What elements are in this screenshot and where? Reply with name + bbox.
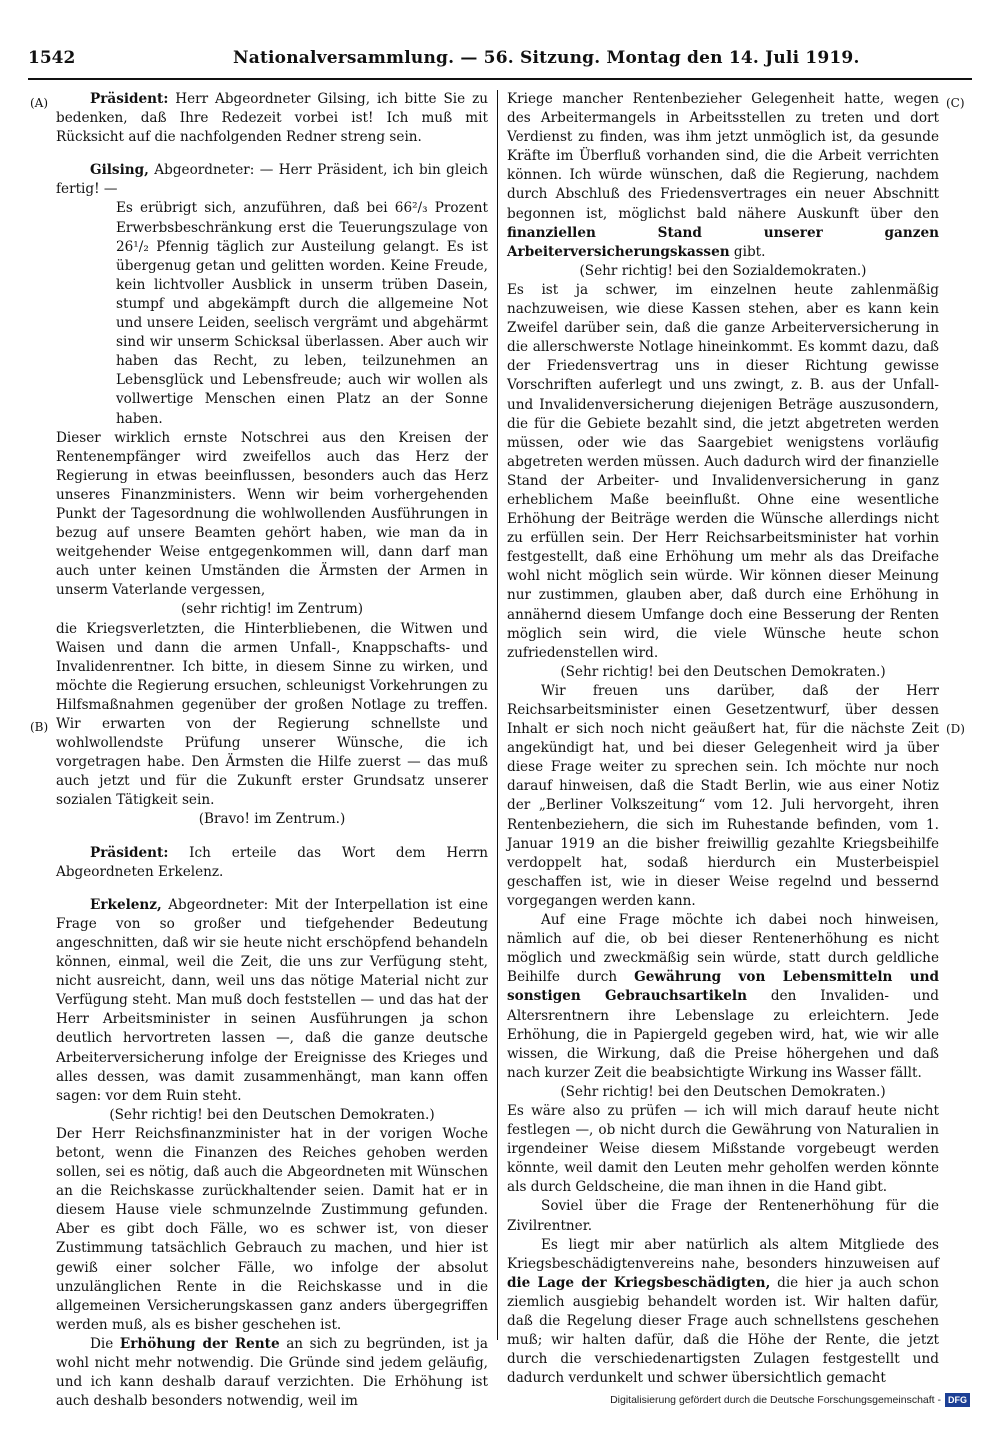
interjection: (Sehr richtig! bei den Sozialdemokraten.) [579,262,867,279]
left-column [56,90,488,1411]
interjection: (Sehr richtig! bei den Deutschen Demokraten.) [560,663,886,680]
page-number: 1542 [28,48,76,68]
speaker-name: Gilsing, [90,162,149,179]
paragraph: Erkelenz, Abgeordneter: Mit der Interpellation ist eine Frage von so großer und tiefgehender Bedeutung angeschnitten, daß wir sie heute nicht erschöpfend behandeln können, einmal, weil die Zeit, die uns zur Verfügung steht, nicht ausreicht, dann, weil uns das nötige Material nicht zur Verfügung steht. Man muß doch feststellen — und das hat der Herr Arbeitsminister in seinen Ausführungen ja schon deutlich hervortreten lassen —, daß die ganze deutsche Arbeiterversicherung infolge der Ereignisse des Krieges und alles dessen, was damit zusammenhängt, man kann offen sagen: vor dem Ruin steht. [56,896,488,1104]
emphasis: Erhöhung der Rente [119,1335,280,1352]
interjection: (Bravo! im Zentrum.) [198,811,346,828]
column-divider [497,90,498,1340]
speaker-name: Präsident: [90,844,169,861]
right-column [507,90,939,1388]
speaker-name: Präsident: [90,91,169,107]
interjection: (sehr richtig! im Zentrum) [180,601,364,618]
footer-text: Digitalisierung gefördert durch die Deutsche Forschungsgemeinschaft - [610,1394,941,1406]
margin-mark-c: (C) [946,96,965,110]
margin-mark-a: (A) [30,96,49,110]
paragraph: Der Herr Reichsfinanzminister hat in der vorigen Woche betont, wenn die Finanzen des Reiches gehoben werden sollen, sei es nötig, daß auch die Abgeordneten mit Wünschen an die Reichskasse zurückhaltender seien. Damit hat er in diesem Hause viele schmunzelnde Zustimmung gefunden. Aber es gibt doch Fälle, wo es schwer ist, von dieser Zustimmung tatsächlich Gebrauch zu machen, und hier ist gewiß einer solcher Fälle, wo infolge der absolut unzulänglichen Rente in die Reichskasse und in die allgemeinen Versicherungskassen ganz anders übergegriffen werden muß, als es bisher geschehen ist. [56,1125,488,1333]
block-quote: Es erübrigt sich, anzuführen, daß bei 66²/₃ Prozent Erwerbsbeschränkung erst die Teuerungszulage von 26¹/₂ Pfennig täglich zur Austeilung gelangt. Es ist übergenug getan und gelitten worden. Keine Freude, kein lichtvoller Ausblick in unserm trüben Dasein, stumpf und abgekämpft durch die allgemeine Not und unsere Leiden, seelisch vergrämt und abgehärmt sind wir unserm Schicksal überlassen. Aber auch wir haben das Recht, zu leben, teilzunehmen an Lebensglück und Lebensfreude; auch wir wollen als vollwertige Menschen einen Platz an der Sonne haben. [116,200,488,427]
page-header [28,44,972,74]
emphasis: die Lage der Kriegsbeschädigten, [507,1274,771,1291]
speaker-name: Erkelenz, [90,896,162,913]
paragraph: Präsident: Ich erteile das Wort dem Herrn Abgeordneten Erkelenz. [56,844,488,880]
paragraph: die Kriegsverletzten, die Hinterbliebenen, die Witwen und Waisen und dann die armen Unfall-, Knappschafts- und Invalidenrentner. Ich bitte, in diesem Sinne zu wirken, und möchte die Regierung ersuchen, schleunigst Vorkehrungen zu Hilfsmaßnahmen gegenüber der großen Notlage zu treffen. Wir erwarten von der Regierung schnellste und wohlwollendste Prüfung unserer Wünsche, die ich vorgetragen habe. Den Ärmsten die Hilfe zuerst — das muß auch jetzt und für die Zukunft erster Grundsatz unserer sozialen Tätigkeit sein. [56,620,488,809]
header-rule [28,78,972,80]
paragraph: Soviel über die Frage der Rentenerhöhung für die Zivilrentner. [507,1198,939,1234]
margin-mark-b: (B) [30,720,49,734]
running-title: Nationalversammlung. — 56. Sitzung. Montag den 14. Juli 1919. [233,48,860,68]
paragraph: Gilsing, Abgeordneter: — Herr Präsident, ich bin gleich fertig! — [56,162,488,198]
paragraph: Es wäre also zu prüfen — ich will mich darauf heute nicht festlegen —, ob nicht durch die Gewährung von Naturalien in irgendeiner Weise diesem Mißstande vorgebeugt werden könnte, weil damit den Leuten mehr geholfen werden könnte als durch Geldscheine, die man ihnen in die Hand gibt. [507,1102,939,1196]
paragraph: Präsident: Herr Abgeordneter Gilsing, ich bitte Sie zu bedenken, daß Ihre Redezeit vorbei ist! Ich muß mit Rücksicht auf die nachfolgenden Redner streng sein. [56,91,488,146]
margin-mark-d: (D) [946,722,965,736]
footer-credit [610,1393,970,1407]
paragraph: Es liegt mir aber natürlich als altem Mitgliede des Kriegsbeschädigtenvereins nahe, besonders hinzuweisen auf die Lage der Kriegsbeschädigten, die hier ja auch schon ziemlich ausgiebig behandelt worden ist. Wir halten dafür, daß die Regelung dieser Frage auch schnellstens geschehen muß; wir halten dafür, daß die Höhe der Rente, die jetzt durch die verschiedenartigsten Zulagen festgestellt und dadurch verdunkelt und schwer übersichtlich gemacht [507,1236,939,1387]
paragraph: Wir freuen uns darüber, daß der Herr Reichsarbeitsminister einen Gesetzentwurf, über dessen Inhalt er sich noch nicht geäußert hat, für die nächste Zeit angekündigt hat, und bei dieser Gelegenheit wird ja über diese Frage weiter zu sprechen sein. Ich möchte nur noch darauf hinweisen, daß die Stadt Berlin, wie aus einer Notiz der „Berliner Volkszeitung“ vom 12. Juli hervorgeht, ihren Rentenbeziehern, die sich im Ruhestande befinden, vom 1. Januar 1919 an die bisher freiwillig gezahlte Kriegsbeihilfe verdoppelt hat, sodaß hierdurch ein Musterbeispiel geschaffen ist, wie in dieser Weise regelnd und bessernd vorgegangen werden kann. [507,682,939,909]
dfg-logo: DFG [945,1393,970,1407]
interjection: (Sehr richtig! bei den Deutschen Demokraten.) [109,1106,435,1123]
paragraph: Es ist ja schwer, im einzelnen heute zahlenmäßig nachzuweisen, wie diese Kassen stehen, aber es kann kein Zweifel darüber sein, daß die ganze Arbeiterversicherung in die allerschwerste Notlage hineinkommt. Es kommt dazu, daß der Friedensvertrag uns in dieser Richtung gewisse Vorschriften auferlegt und uns zwingt, z. B. aus der Unfall- und Invalidenversicherung diejenigen Beträge auszusondern, die für die Gebiete bezahlt sind, die jetzt abgetreten werden müssen, oder wie das Saargebiet wenigstens vorläufig abgetreten werden müssen. Auch dadurch wird der finanzielle Stand der Arbeiter- und Invalidenversicherung in ganz erheblichem Maße beeinflußt. Ohne eine wesentliche Erhöhung der Beiträge werden die Wünsche allerdings nicht zu erfüllen sein. Der Herr Reichsarbeitsminister hat vorhin festgestellt, daß eine Erhöhung um mehr als das Dreifache wohl nicht möglich sein würde. Wir können dieser Meinung nur zustimmen, glauben aber, daß durch eine Erhöhung in annähernd diesem Umfange doch eine Besserung der Renten möglich sein wird, die viele Wünsche heute schon zufriedenstellen wird. [507,281,939,661]
paragraph: Dieser wirklich ernste Notschrei aus den Kreisen der Rentenempfänger wird zweifellos auch das Herz der Regierung in etwas beeinflussen, besonders auch das Herz unseres Finanzministers. Wenn wir beim vorhergehenden Punkt der Tagesordnung die wohlwollenden Ausführungen in bezug auf unsere Beamten gehört haben, wie man da in weitgehender Weise entgegenkommen will, dann darf man auch unter keinen Umständen die Ärmsten der Armen in unserm Vaterlande vergessen, [56,429,488,599]
paragraph: Die Erhöhung der Rente an sich zu begründen, ist ja wohl nicht mehr notwendig. Die Gründe sind jedem geläufig, und ich kann deshalb darauf verzichten. Die Erhöhung ist auch deshalb besonders notwendig, weil im [56,1335,489,1410]
paragraph: Auf eine Frage möchte ich dabei noch hinweisen, nämlich auf die, ob bei dieser Rentenerhöhung es nicht möglich und zweckmäßig sein würde, statt durch geldliche Beihilfe durch Gewährung von Lebensmitteln und sonstigen Gebrauchsartikeln den Invaliden- und Altersrentnern ihre Lebenslage zu erleichtern. Jede Erhöhung, die in Papiergeld gegeben wird, hat, wie wir alle wissen, die Wirkung, daß die Preise höhergehen und daß nach kurzer Zeit die beabsichtigte Wirkung ins Wasser fällt. [507,912,940,1081]
interjection: (Sehr richtig! bei den Deutschen Demokraten.) [560,1083,886,1100]
paragraph: Kriege mancher Rentenbezieher Gelegenheit hatte, wegen des Arbeitermangels in Arbeitsstellen zu treten und dort Verdienst zu finden, was ihm jetzt unmöglich ist, da gesunde Kräfte im Überfluß vorhanden sind, die die Arbeit verrichten können. Ich würde wünschen, daß die Regierung, nachdem durch Abschluß des Friedensvertrages ein neuer Abschnitt begonnen ist, möglichst bald nähere Auskunft über den finanziellen Stand unserer ganzen Arbeiterversicherungskassen gibt. [507,91,939,260]
emphasis: Gewährung von Lebensmitteln und sonstigen Gebrauchsartikeln [507,969,940,1005]
emphasis: finanziellen Stand unserer ganzen Arbeiterversicherungskassen [507,224,939,260]
